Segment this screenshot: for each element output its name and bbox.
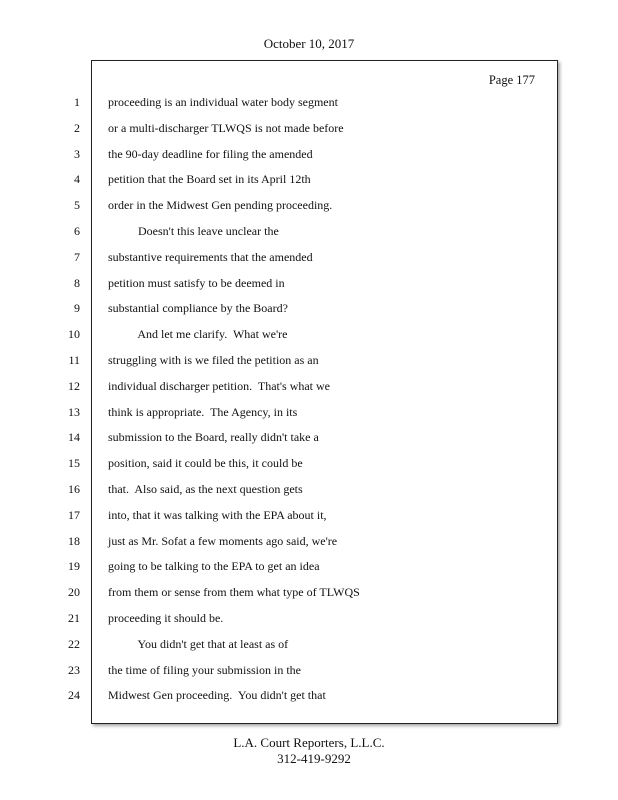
- transcript-line: into, that it was talking with the EPA about it,: [108, 507, 327, 522]
- transcript-line: struggling with is we filed the petition as an: [108, 353, 319, 367]
- transcript-line: petition that the Board set in its April 12th: [108, 172, 311, 187]
- page-number: Page 177: [488, 73, 535, 87]
- transcript-line: the time of filing your submission in the: [108, 662, 301, 677]
- line-number: 7: [74, 249, 80, 264]
- line-number: 1: [74, 95, 80, 109]
- header-date: October 10, 2017: [263, 36, 355, 51]
- line-number: 9: [74, 301, 80, 316]
- line-number: 22: [68, 636, 80, 651]
- line-number: 17: [68, 507, 80, 522]
- footer-phone: 312-419-9292: [277, 751, 351, 766]
- transcript-line: think is appropriate. The Agency, in its: [108, 404, 298, 419]
- line-number: 18: [68, 533, 80, 548]
- transcript-line: submission to the Board, really didn't take a: [108, 430, 319, 445]
- transcript-line: that. Also said, as the next question gets: [108, 482, 303, 496]
- line-number: 6: [74, 224, 80, 238]
- line-number: 10: [68, 327, 80, 342]
- line-number: 16: [68, 482, 80, 496]
- transcript-line: petition must satisfy to be deemed in: [108, 275, 285, 290]
- line-number: 19: [68, 559, 80, 574]
- line-number: 21: [68, 611, 80, 625]
- line-number: 2: [74, 120, 80, 135]
- transcript-line: Midwest Gen proceeding. You didn't get that: [108, 688, 326, 703]
- line-number: 5: [74, 198, 80, 213]
- transcript-line: going to be talking to the EPA to get an idea: [108, 559, 320, 574]
- transcript-line: from them or sense from them what type of TLWQS: [108, 585, 360, 600]
- line-number: 13: [68, 404, 80, 419]
- line-number: 23: [68, 662, 80, 677]
- footer-company: L.A. Court Reporters, L.L.C.: [233, 735, 385, 750]
- transcript-line: substantial compliance by the Board?: [108, 301, 288, 316]
- transcript-line: individual discharger petition. That's what we: [108, 378, 331, 393]
- transcript-line: or a multi-discharger TLWQS is not made before: [108, 120, 344, 135]
- transcript-line: the 90-day deadline for filing the amended: [108, 146, 313, 161]
- transcript-line: You didn't get that at least as of: [108, 636, 289, 651]
- line-number: 24: [68, 688, 80, 703]
- line-number: 8: [74, 275, 80, 290]
- transcript-line: proceeding is an individual water body segment: [108, 95, 338, 109]
- transcript-line: just as Mr. Sofat a few moments ago said, we're: [108, 533, 338, 548]
- transcript-line: substantive requirements that the amended: [108, 249, 313, 264]
- line-number: 4: [74, 172, 80, 187]
- line-number: 12: [68, 378, 80, 393]
- transcript-line: proceeding it should be.: [108, 611, 224, 625]
- line-number: 3: [74, 146, 80, 161]
- line-number: 14: [68, 430, 80, 445]
- transcript-line: And let me clarify. What we're: [108, 327, 288, 342]
- line-number: 15: [68, 456, 80, 471]
- line-number: 11: [68, 353, 80, 367]
- line-number: 20: [68, 585, 80, 600]
- transcript-line: order in the Midwest Gen pending proceeding.: [108, 198, 333, 213]
- transcript-line: Doesn't this leave unclear the: [108, 224, 279, 238]
- transcript-line: position, said it could be this, it could be: [108, 456, 303, 471]
